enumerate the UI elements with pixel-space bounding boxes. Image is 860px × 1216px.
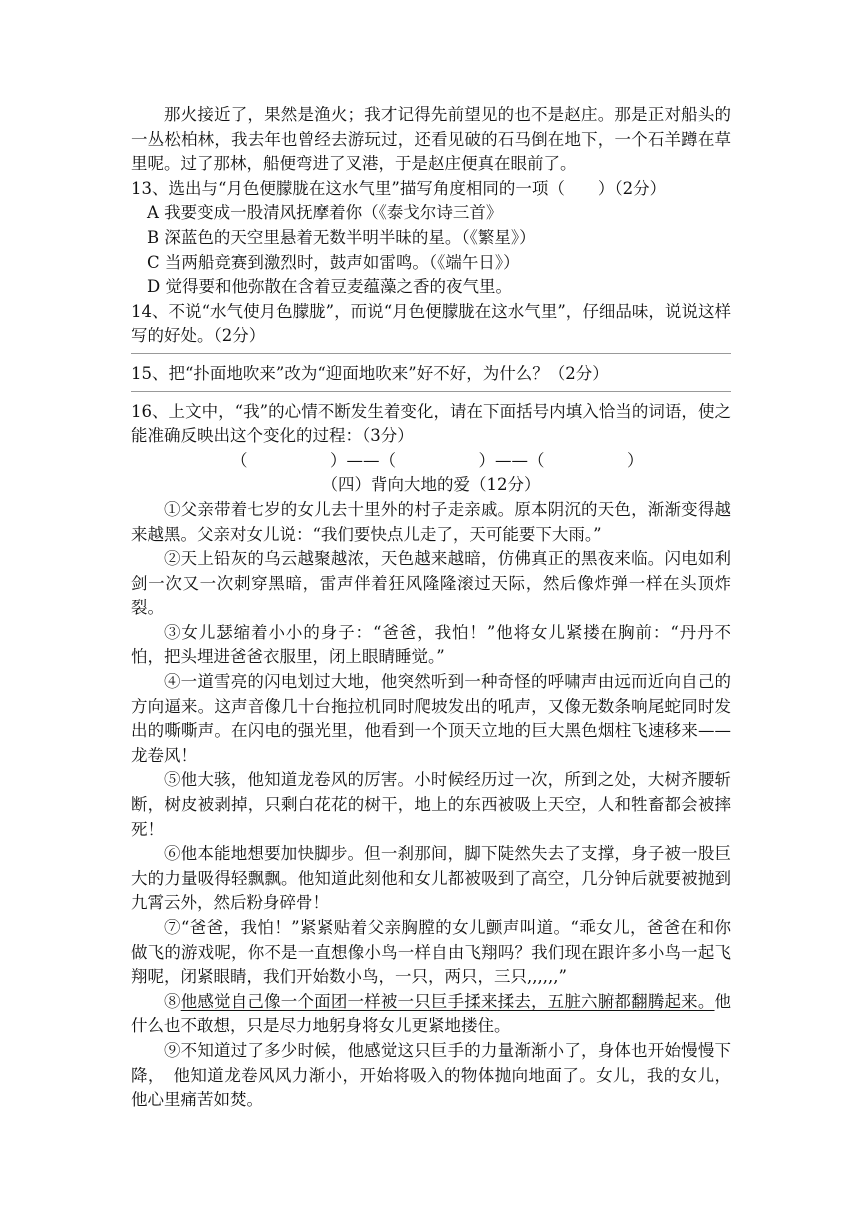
story-paragraph-5: ⑤他大骇，他知道龙卷风的厉害。小时候经历过一次，所到之处，大树齐腰斩断，树皮被剥掉，只剩白花花的树干，地上的东西被吸上天空，人和牲畜都会被摔死！	[131, 770, 731, 839]
content-column	[131, 103, 731, 1113]
question-13-option-c: C 当两船竞赛到激烈时，鼓声如雷鸣。（《端午日》）	[147, 252, 520, 272]
question-16-blanks: （ ）——（ ）——（ ）	[231, 450, 644, 470]
question-13-option-d: D 觉得要和他弥散在含着豆麦蕴藻之香的夜气里。	[147, 277, 512, 297]
story-paragraph-6: ⑥他本能地想要加快脚步。但一刹那间，脚下陡然失去了支撑，身子被一股巨大的力量吸得轻飘飘。他知道此刻他和女儿都被吸到了高空，几分钟后就要被抛到九霄云外，然后粉身碎骨！	[131, 844, 731, 913]
story-paragraph-7: ⑦“爸爸，我怕！”紧紧贴着父亲胸膛的女儿颤声叫道。“乖女儿，爸爸在和你做飞的游戏呢，你不是一直想像小鸟一样自由飞翔吗？我们现在跟许多小鸟一起飞翔呢，闭紧眼睛，我们开始数小鸟，一只，两只，三只,,,,,,”	[131, 918, 731, 987]
underlined-sentence: 他感觉自己像一个面团一样被一只巨手揉来揉去，五脏六腑都翻腾起来。	[180, 991, 715, 1011]
paragraph-8-number: ⑧	[164, 991, 181, 1011]
story-paragraph-9: ⑨不知道过了多少时候，他感觉这只巨手的力量渐渐小了，身体也开始慢慢下降， 他知道龙卷风风力渐小，开始将吸入的物体抛向地面了。女儿，我的女儿，他心里痛苦如焚。	[131, 1040, 731, 1110]
question-15-stem: 15、把“扑面地吹来”改为“迎面地吹来”好不好，为什么？（2分）	[131, 363, 609, 383]
story-paragraph-3: ③女儿瑟缩着小小的身子：“爸爸，我怕！”他将女儿紧搂在胸前：“丹丹不怕，把头埋进爸爸衣服里，闭上眼睛睡觉。”	[131, 622, 731, 667]
question-13-stem: 13、选出与“月色便朦胧在这水气里”描写角度相同的一项（ ）（2分）	[131, 178, 667, 198]
answer-line-14	[131, 353, 731, 354]
story-paragraph-8	[131, 990, 731, 1039]
section-4-title: （四）背向大地的爱（12分）	[321, 475, 541, 495]
paragraph-8-rest: 他什么也不敢想，只是尽力地躬身将女儿更紧地搂住。	[131, 991, 732, 1036]
story-paragraph-1: ①父亲带着七岁的女儿去十里外的村子走亲戚。原本阴沉的天色，渐渐变得越来越黑。父亲对女儿说：“我们要快点儿走了，天可能要下大雨。”	[131, 499, 731, 544]
story-paragraph-4: ④一道雪亮的闪电划过大地，他突然听到一种奇怪的呼啸声由远而近向自己的方向逼来。这声音像几十台拖拉机同时爬坡发出的吼声，又像无数条响尾蛇同时发出的嘶嘶声。在闪电的强光里，他看到一个顶天立地的巨大黑色烟柱飞速移来——龙卷风！	[131, 672, 731, 765]
question-13-option-b: B 深蓝色的天空里悬着无数半明半昧的星。（《繁星》）	[147, 227, 536, 247]
story-paragraph-2: ②天上铅灰的乌云越聚越浓，天色越来越暗，仿佛真正的黑夜来临。闪电如利剑一次又一次刺穿黑暗，雷声伴着狂风隆隆滚过天际，然后像炸弹一样在头顶炸裂。	[131, 549, 731, 618]
question-14-stem: 14、不说“水气使月色朦胧”，而说“月色便朦胧在这水气里”，仔细品味，说说这样写的好处。（2分）	[131, 301, 731, 346]
answer-line-15	[131, 391, 731, 392]
question-16-stem: 16、上文中，“我”的心情不断发生着变化，请在下面括号内填入恰当的词语，使之能准确反映出这个变化的过程：（3分）	[131, 401, 731, 446]
question-13-option-a: A 我要变成一股清风抚摩着你（《泰戈尔诗三首》	[147, 203, 503, 223]
intro-paragraph: 那火接近了，果然是渔火；我才记得先前望见的也不是赵庄。那是正对船头的一丛松柏林，我去年也曾经去游玩过，还看见破的石马倒在地下，一个石羊蹲在草里呢。过了那林，船便弯进了叉港，于是赵庄便真在眼前了。	[131, 105, 731, 174]
